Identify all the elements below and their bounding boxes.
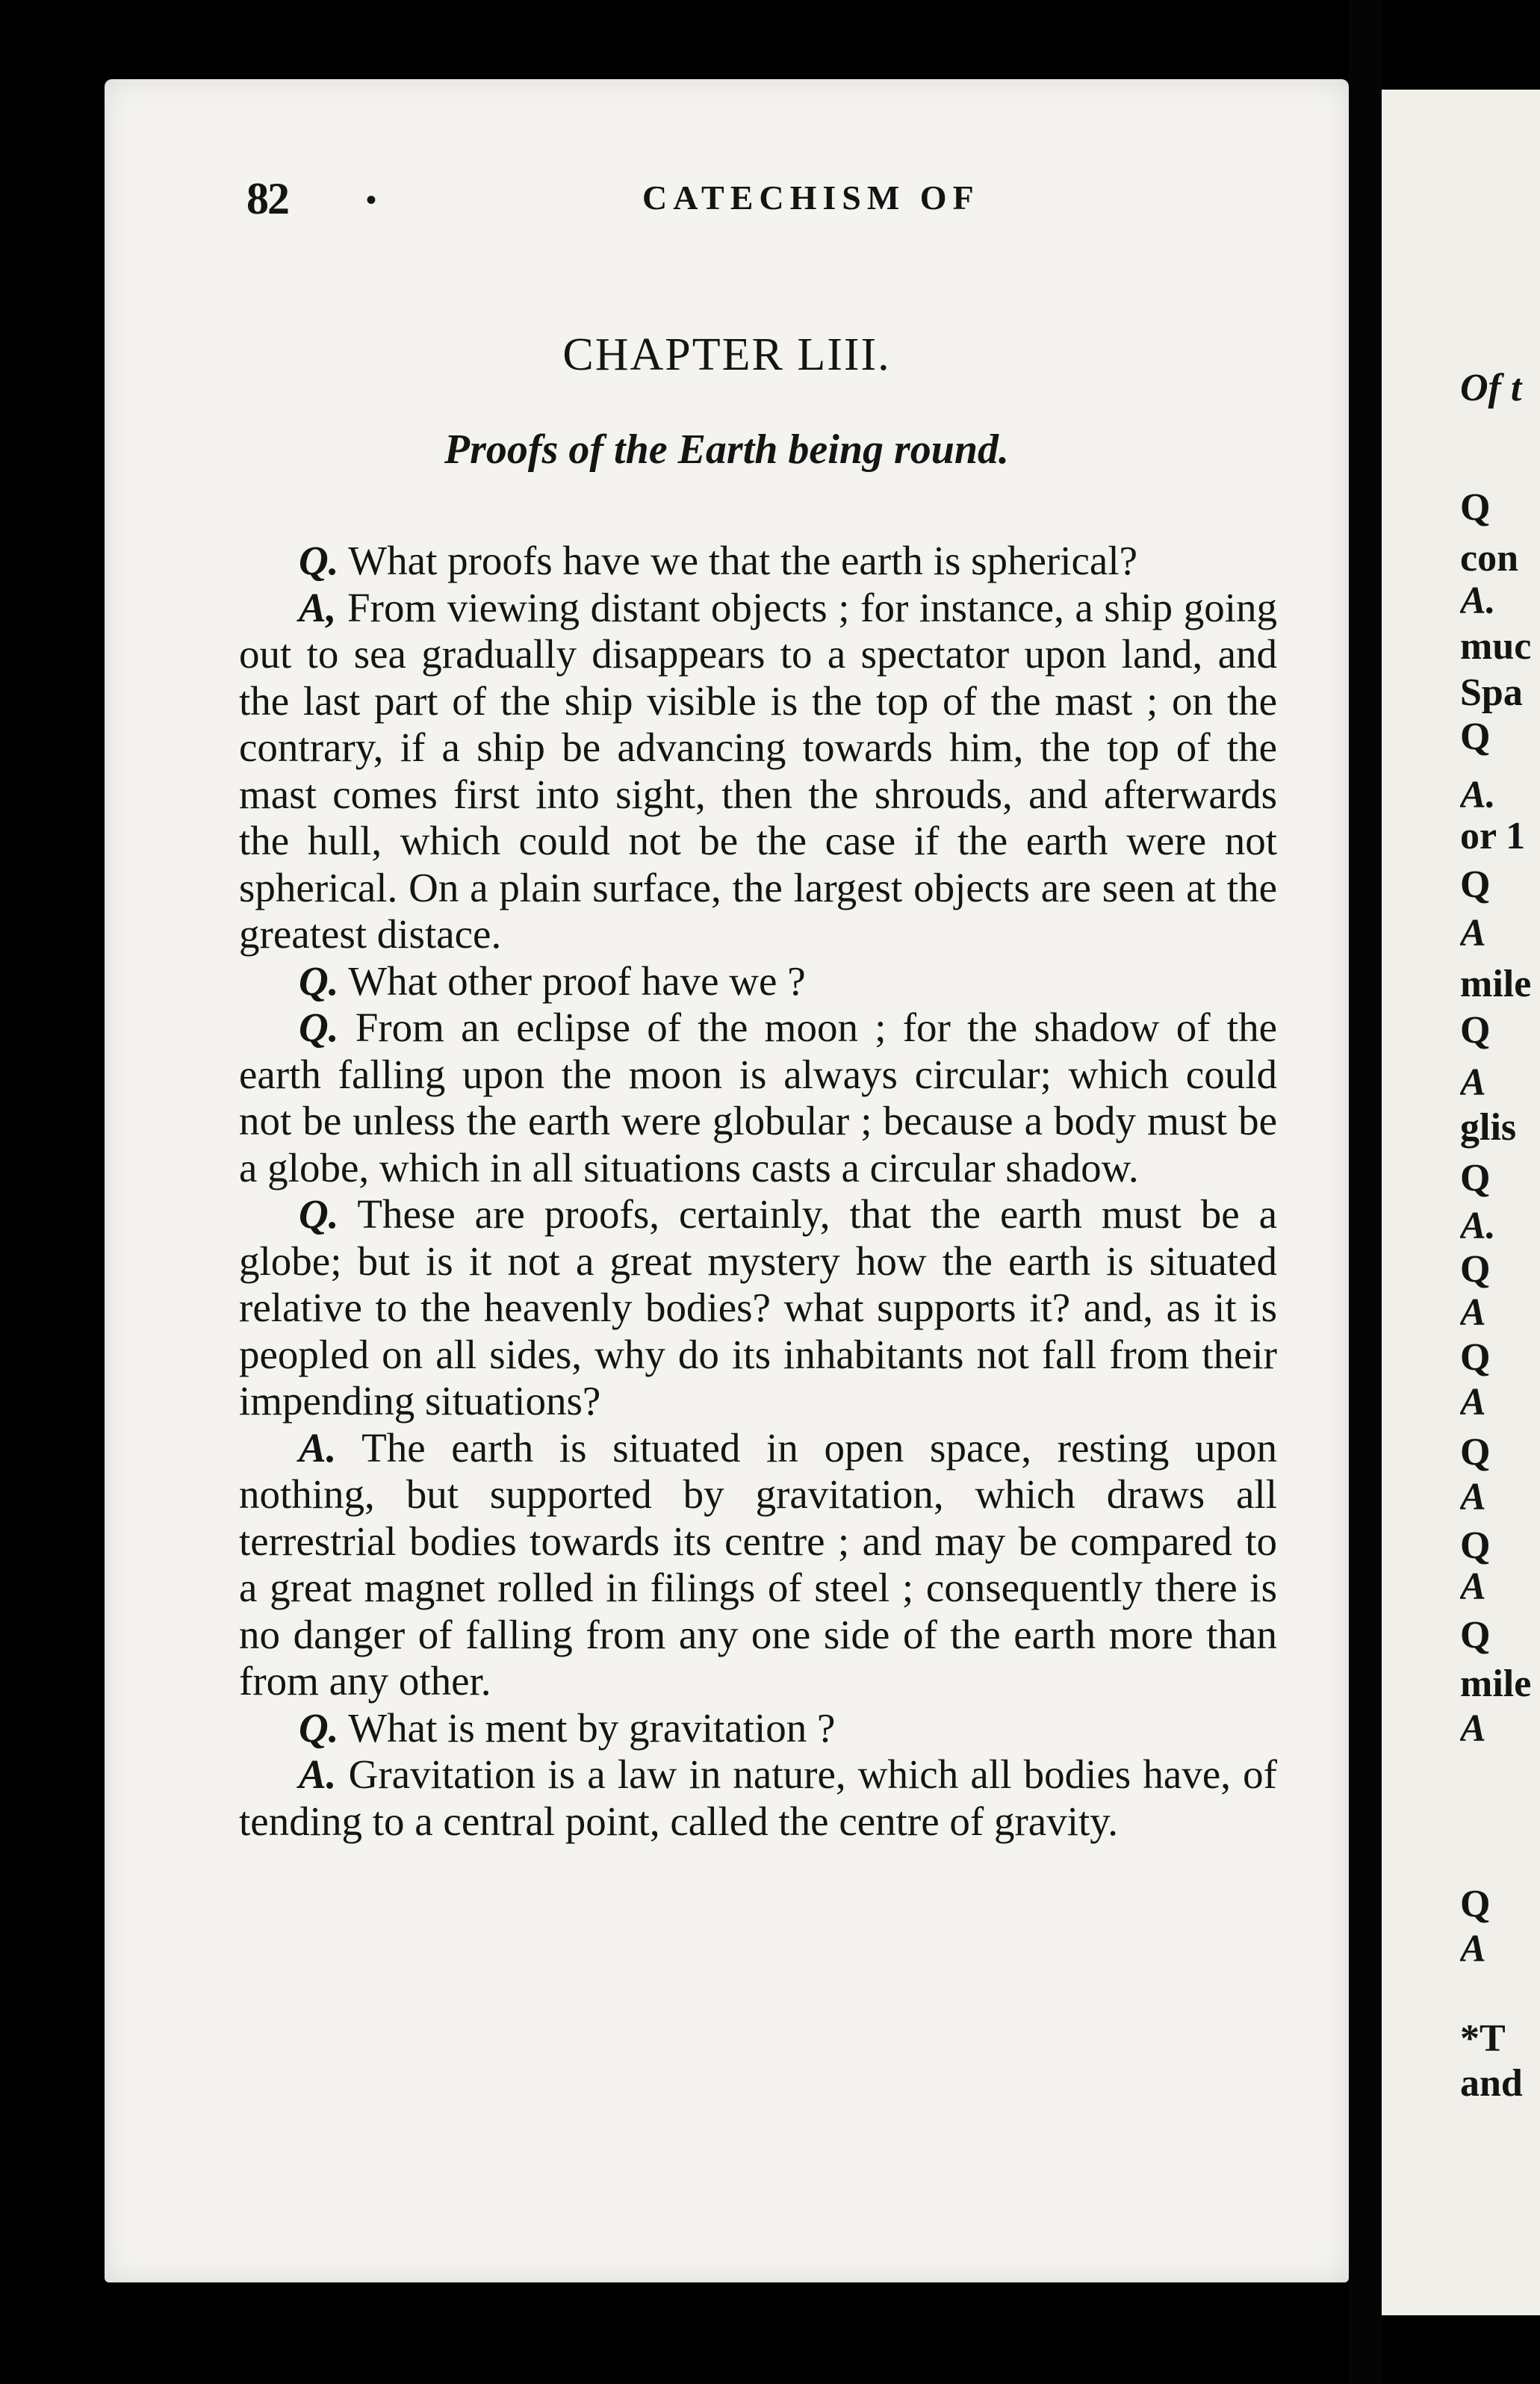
running-title: CATECHISM OF: [642, 179, 980, 217]
facing-page-fragment: A: [1460, 1291, 1486, 1334]
speaker-label: Q.: [299, 538, 339, 583]
facing-page-fragment: and: [1460, 2062, 1523, 2105]
facing-page-fragment: con: [1460, 537, 1518, 580]
page-number: 82: [246, 174, 288, 223]
facing-page-fragment: A: [1460, 1565, 1486, 1608]
book-gutter: [1349, 0, 1382, 2384]
facing-page-fragment: Q: [1460, 1248, 1491, 1291]
facing-page-fragment: A: [1460, 912, 1486, 954]
catechism-paragraph: [239, 1751, 1277, 1845]
header-dot: •: [366, 183, 377, 217]
catechism-paragraph: [239, 538, 1277, 585]
facing-page-fragment: muc: [1460, 625, 1532, 668]
catechism-paragraph: [239, 1005, 1277, 1191]
facing-page-fragment: glis: [1460, 1106, 1517, 1149]
chapter-title: CHAPTER LIII.: [562, 329, 891, 380]
catechism-paragraph: [239, 1705, 1277, 1752]
speaker-label: Q.: [299, 1191, 339, 1237]
facing-page-fragment: A: [1460, 1061, 1486, 1104]
chapter-subtitle: Proofs of the Earth being round.: [444, 426, 1010, 473]
facing-page-fragment: A: [1460, 1928, 1486, 1970]
facing-page-fragment: Q: [1460, 863, 1491, 906]
facing-page-fragment: or 1: [1460, 815, 1526, 857]
facing-page-fragment: mile: [1460, 963, 1532, 1005]
facing-page-fragment: Q: [1460, 1157, 1491, 1199]
speaker-label: A.: [299, 1424, 337, 1471]
facing-page-fragment: Q: [1460, 1614, 1491, 1657]
paragraph-text: What proofs have we that the earth is spherical?: [338, 538, 1138, 583]
facing-page-fragment: Q: [1460, 1336, 1491, 1379]
facing-page-fragment: Q: [1460, 1883, 1491, 1925]
facing-page-fragment: Q: [1460, 1431, 1491, 1474]
facing-page-fragment: Q: [1460, 715, 1491, 758]
speaker-label: A,: [299, 584, 337, 630]
facing-page-fragment: Q: [1460, 486, 1491, 529]
facing-page-fragment: *T: [1460, 2017, 1506, 2060]
speaker-label: Q.: [299, 1704, 339, 1751]
catechism-paragraph: [239, 1191, 1277, 1425]
facing-page-fragment: Of t: [1460, 367, 1522, 409]
catechism-body: [239, 538, 1277, 1845]
catechism-paragraph: [239, 585, 1277, 958]
paragraph-text: What is ment by gravitation ?: [338, 1704, 836, 1751]
facing-page-fragment: Q: [1460, 1524, 1491, 1567]
paragraph-text: The earth is situated in open space, resting upon nothing, but supported by gravitation, which draws all terrestrial bodies towards its centre ; and may be compared to a great magnet rolled in filings of steel ; consequently there is no danger of falling from any one side of the earth more than from any other.: [239, 1424, 1277, 1704]
paragraph-text: What other proof have we ?: [338, 957, 806, 1004]
paragraph-text: From an eclipse of the moon ; for the shadow of the earth falling upon the moon is always circular; which could not be unless the earth were globular ; because a body must be a globe, which in all situations casts a circular shadow.: [239, 1005, 1277, 1191]
facing-page-fragment: Q: [1460, 1009, 1491, 1052]
catechism-paragraph: [239, 1425, 1277, 1705]
speaker-label: Q.: [299, 1005, 339, 1050]
facing-page-fragment: A: [1460, 1381, 1486, 1424]
facing-page-fragment: Spa: [1460, 671, 1523, 714]
facing-page-fragment: A.: [1460, 580, 1496, 622]
facing-page-fragment: A: [1460, 1476, 1486, 1518]
paragraph-text: These are proofs, certainly, that the earth must be a globe; but is it not a great mystery how the earth is situated relative to the heavenly bodies? what supports it? and, as it is peopled on all sides, why do its inhabitants not fall from their impending situations?: [239, 1191, 1277, 1424]
speaker-label: Q.: [299, 957, 339, 1004]
facing-page-fragment: A: [1460, 1707, 1486, 1750]
speaker-label: A.: [299, 1751, 337, 1797]
running-head: [246, 173, 1349, 226]
facing-page-fragment: A.: [1460, 774, 1496, 816]
facing-page-fragments: [1460, 0, 1540, 2384]
facing-page-fragment: mile: [1460, 1663, 1532, 1705]
paragraph-text: From viewing distant objects ; for instance, a ship going out to sea gradually disappears to a spectator upon land, and the last part of the ship visible is the top of the mast ; on the contrary, if a ship be advancing towards him, the top of the mast comes first into sight, then the shrouds, and afterwards the hull, which could not be the case if the earth were not spherical. On a plain surface, the largest objects are seen at the greatest distace.: [239, 584, 1277, 957]
paragraph-text: Gravitation is a law in nature, which all bodies have, of tending to a central point, called the centre of gravity.: [239, 1751, 1277, 1844]
catechism-paragraph: [239, 958, 1277, 1005]
facing-page-fragment: A.: [1460, 1205, 1496, 1247]
